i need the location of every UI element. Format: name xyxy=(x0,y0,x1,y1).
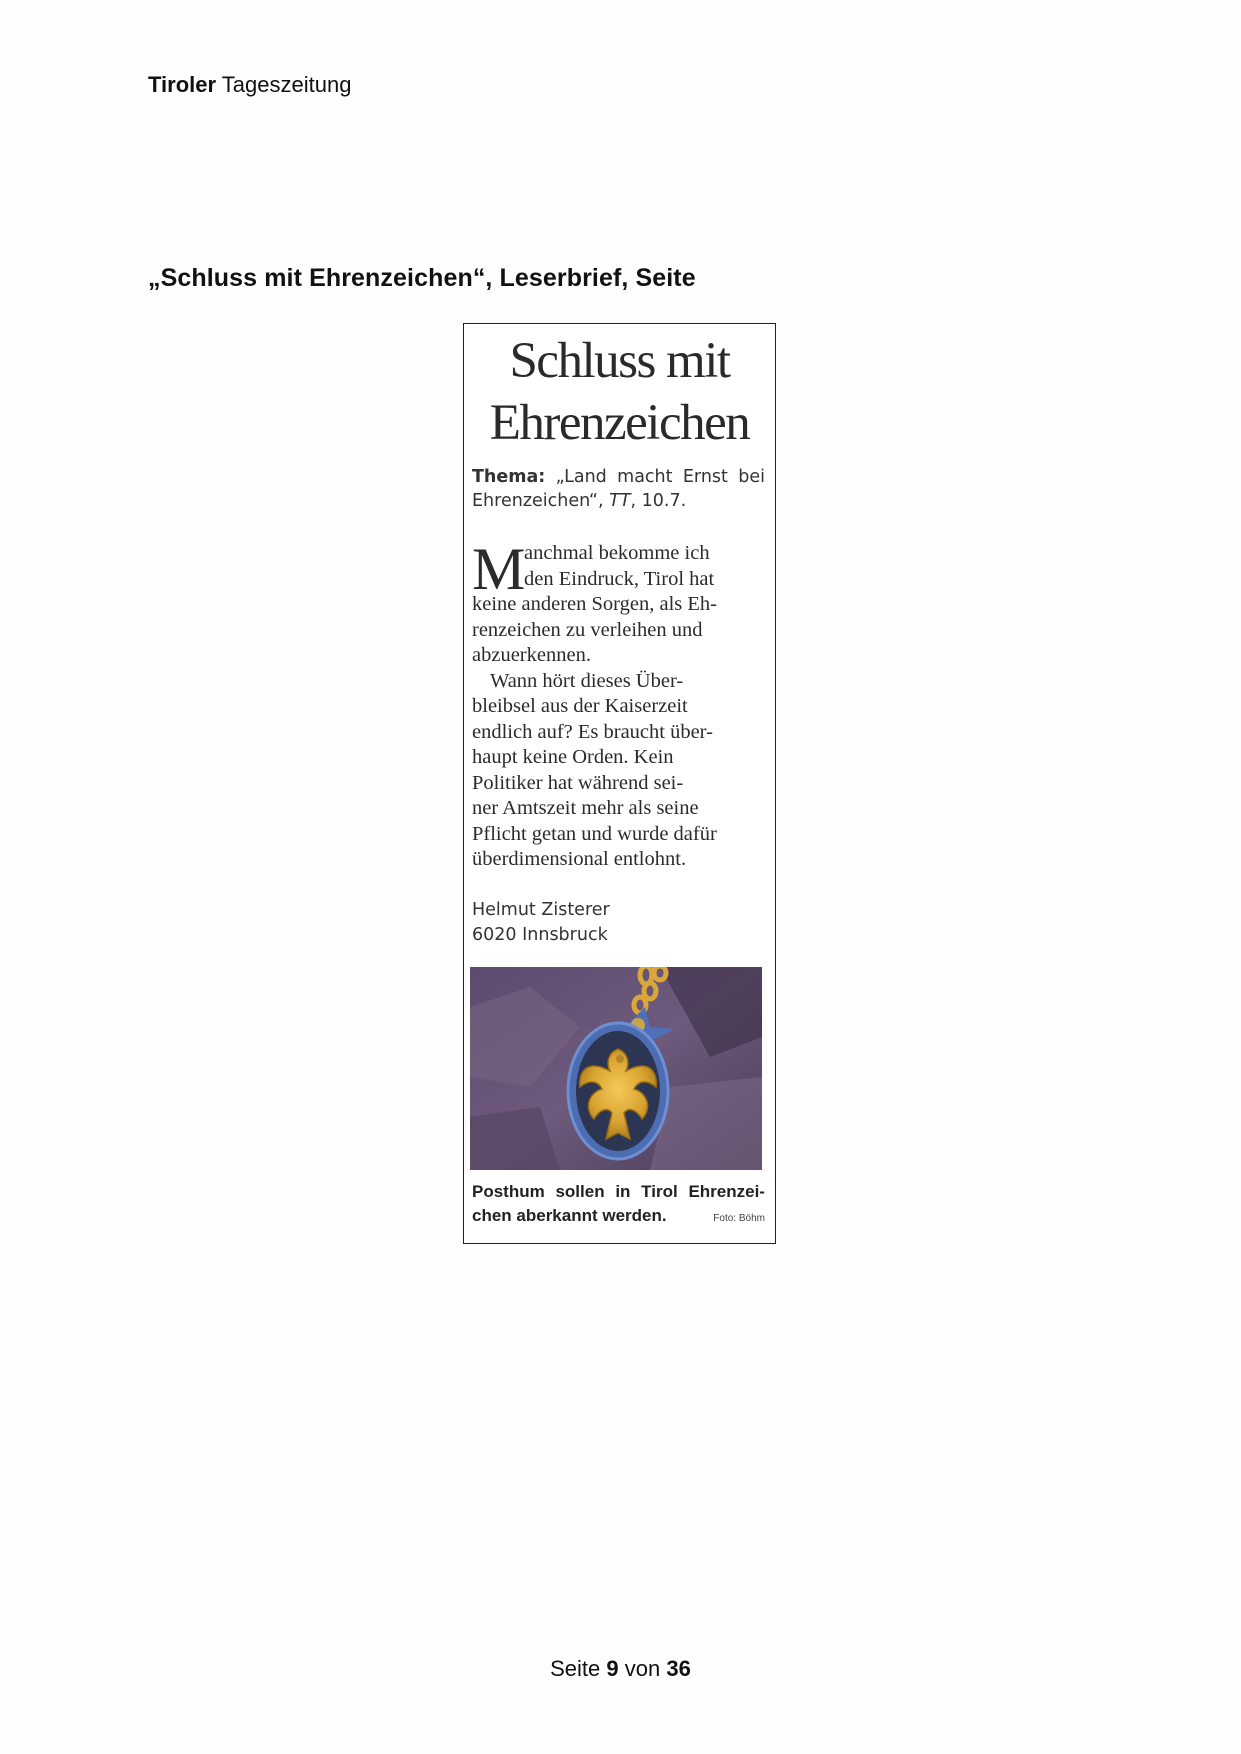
medal-photo xyxy=(470,967,762,1170)
dropcap-letter: M xyxy=(472,536,526,602)
page-number-footer: Seite 9 von 36 xyxy=(550,1656,691,1681)
topic-reference xyxy=(472,465,765,513)
current-page: 9 xyxy=(606,1656,619,1681)
letter-signature xyxy=(472,898,765,948)
caption-line-1: Posthum sollen in Tirol Ehrenzei- xyxy=(472,1182,765,1201)
topic-line-2: Ehrenzeichen“, TT, 10.7. xyxy=(472,491,687,511)
photo-credit: Foto: Böhm xyxy=(713,1213,765,1224)
tyrolean-eagle-medal-image xyxy=(470,967,762,1170)
topic-date: , 10.7. xyxy=(630,491,687,511)
clipping-headline xyxy=(464,330,775,454)
caption-line-2: chen aberkannt werden. Foto: Böhm xyxy=(472,1204,765,1231)
headline-line-2: Ehrenzeichen xyxy=(489,395,750,451)
photo-caption xyxy=(472,1180,765,1231)
headline-line-1: Schluss mit xyxy=(509,333,730,389)
author-location: 6020 Innsbruck xyxy=(472,925,608,945)
document-title: „Schluss mit Ehrenzeichen“, Leserbrief, Seite xyxy=(148,264,696,292)
newspaper-clipping xyxy=(463,323,776,1244)
author-name: Helmut Zisterer xyxy=(472,900,610,920)
letter-body: M anchmal bekomme ich den Eindruck, Tirol hat keine anderen Sorgen, als Eh- renzeichen zu verleihen und abzuerkennen. Wann hört dieses Über- bleibsel aus der Kaiserzeit endlich auf? Es braucht über- haupt keine Orden. Kein Politiker hat während sei- ner Amtszeit mehr als seine Pflicht getan und wurde dafür überdimensional entlohnt. xyxy=(472,541,765,873)
topic-line-1: Thema: „Land macht Ernst bei xyxy=(472,467,765,487)
newspaper-header xyxy=(148,72,351,98)
brand-name-rest: Tageszeitung xyxy=(221,72,352,97)
total-pages: 36 xyxy=(666,1656,691,1681)
publication-abbrev: TT xyxy=(609,491,631,511)
brand-name-bold: Tiroler xyxy=(148,72,217,97)
topic-label: Thema: xyxy=(472,467,546,487)
dropcap-block: M anchmal bekomme ich den Eindruck, Tirol hat xyxy=(472,536,715,602)
